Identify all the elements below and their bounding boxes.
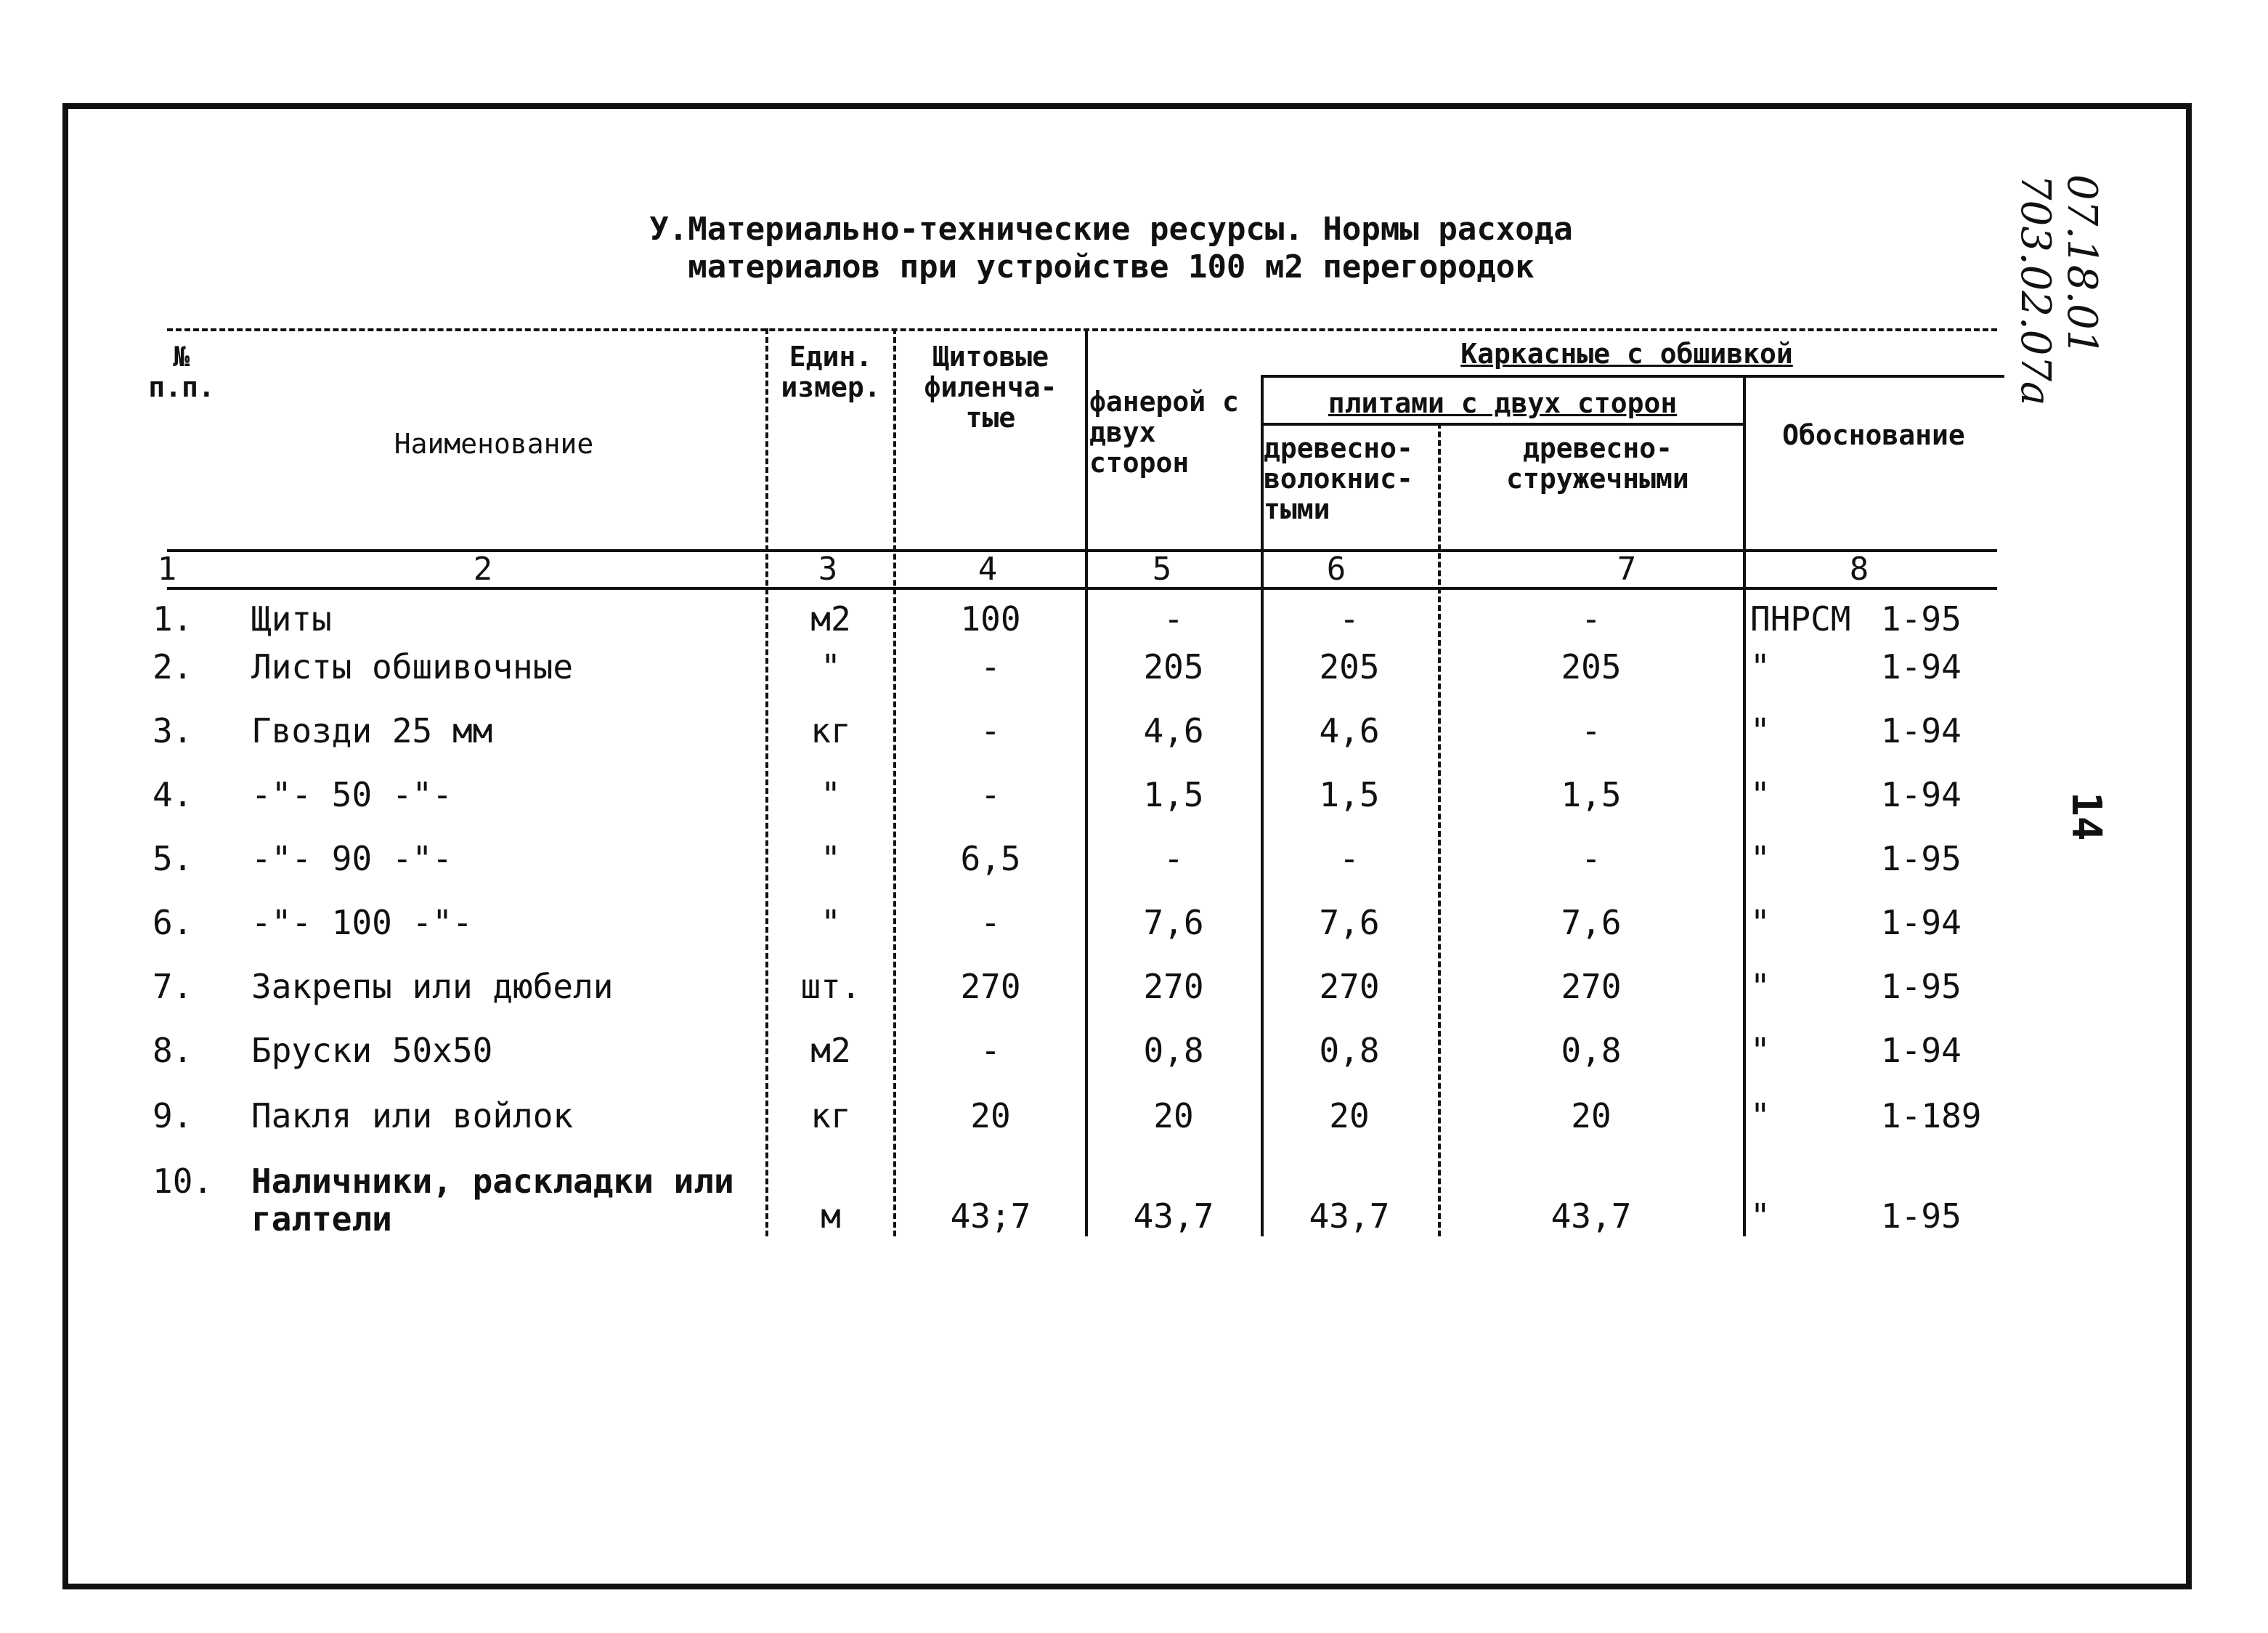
row-number: 5. (153, 839, 193, 878)
header-framed-group: Каркасные с обшивкой (1460, 338, 1793, 370)
row-number: 4. (153, 775, 193, 814)
chipboard-value: 7,6 (1561, 903, 1622, 942)
group-rule (1264, 375, 2004, 378)
fiberboard-value: 270 (1319, 967, 1380, 1006)
panel-doors-value: 6,5 (960, 839, 1021, 878)
row-number: 9. (153, 1096, 193, 1135)
unit: " (821, 903, 841, 942)
justification-code: 1-95 (1881, 1196, 1962, 1236)
document-code (2012, 174, 2105, 405)
plywood-value: 43,7 (1133, 1196, 1214, 1236)
plywood-value: - (1163, 599, 1184, 639)
row-number: 10. (153, 1162, 214, 1201)
subgroup-rule (1264, 423, 1743, 426)
item-name: Бруски 50х50 (251, 1031, 493, 1070)
chipboard-value: 1,5 (1561, 775, 1622, 814)
plywood-value: 4,6 (1143, 711, 1204, 750)
plywood-value: 20 (1153, 1096, 1194, 1135)
fiberboard-value: 20 (1329, 1096, 1370, 1135)
justification-source: " (1750, 967, 1771, 1006)
unit: кг (810, 711, 851, 750)
chipboard-value: - (1581, 839, 1601, 878)
justification-code: 1-94 (1881, 903, 1962, 942)
justification-source: " (1750, 903, 1771, 942)
justification-code: 1-95 (1881, 967, 1962, 1006)
fiberboard-value: 0,8 (1319, 1031, 1380, 1070)
row-number: 1. (153, 599, 193, 639)
row-number: 3. (153, 711, 193, 750)
unit: " (821, 839, 841, 878)
plywood-value: 7,6 (1143, 903, 1204, 942)
panel-doors-value: - (980, 1031, 1001, 1070)
unit: " (821, 647, 841, 686)
col-divider-7-8 (1743, 375, 1746, 1236)
table-title (566, 211, 1656, 286)
chipboard-value: - (1581, 599, 1601, 639)
fiberboard-value: - (1339, 599, 1359, 639)
panel-doors-value: 270 (960, 967, 1021, 1006)
col-number-2: 2 (473, 551, 493, 588)
fiberboard-value: - (1339, 839, 1359, 878)
plywood-value: 1,5 (1143, 775, 1204, 814)
col-number-1: 1 (157, 551, 177, 588)
justification-code: 1-189 (1881, 1096, 1982, 1135)
unit: кг (810, 1096, 851, 1135)
header-fiberboard: древесно- волокнис- тыми (1264, 432, 1413, 525)
plywood-value: - (1163, 839, 1184, 878)
header-panel-doors: Щитовые филенча- тые (924, 341, 1057, 434)
fiberboard-value: 205 (1319, 647, 1380, 686)
item-name: Щиты (251, 599, 332, 639)
unit: м (821, 1196, 841, 1236)
item-name: Пакля или войлок (251, 1096, 574, 1135)
fiberboard-value: 1,5 (1319, 775, 1380, 814)
title-line-2: материалов при устройстве 100 м2 перегородок (688, 248, 1535, 285)
col-number-6: 6 (1326, 551, 1346, 588)
row-number: 6. (153, 903, 193, 942)
fiberboard-value: 4,6 (1319, 711, 1380, 750)
chipboard-value: 270 (1561, 967, 1622, 1006)
justification-code: 1-95 (1881, 599, 1962, 639)
plywood-value: 205 (1143, 647, 1204, 686)
justification-source: ПНРСМ (1750, 599, 1851, 639)
justification-code: 1-94 (1881, 775, 1962, 814)
plywood-value: 270 (1143, 967, 1204, 1006)
panel-doors-value: 43;7 (950, 1196, 1031, 1236)
fiberboard-value: 7,6 (1319, 903, 1380, 942)
col-divider-4-5 (1085, 328, 1088, 1236)
unit: м2 (810, 599, 851, 639)
plywood-value: 0,8 (1143, 1031, 1204, 1070)
panel-doors-value: - (980, 711, 1001, 750)
unit: шт. (800, 967, 861, 1006)
unit: " (821, 775, 841, 814)
chipboard-value: 20 (1571, 1096, 1611, 1135)
item-name: Листы обшивочные (251, 647, 574, 686)
item-name: -"- 100 -"- (251, 903, 473, 942)
chipboard-value: 205 (1561, 647, 1622, 686)
row-number: 7. (153, 967, 193, 1006)
header-row-number: № п.п. (148, 341, 215, 403)
justification-source: " (1750, 711, 1771, 750)
justification-source: " (1750, 647, 1771, 686)
justification-code: 1-94 (1881, 647, 1962, 686)
justification-source: " (1750, 1196, 1771, 1236)
justification-code: 1-95 (1881, 839, 1962, 878)
page-number: 14 (2062, 792, 2110, 841)
item-name: Наличники, раскладки или галтели (251, 1162, 734, 1239)
panel-doors-value: - (980, 903, 1001, 942)
code-line-2: 703.02.07a (2012, 174, 2059, 406)
fiberboard-value: 43,7 (1309, 1196, 1390, 1236)
col-number-8: 8 (1849, 551, 1869, 588)
header-plywood: фанерой с двух сторон (1089, 386, 1239, 479)
col-number-3: 3 (818, 551, 838, 588)
panel-doors-value: 100 (960, 599, 1021, 639)
item-name: -"- 50 -"- (251, 775, 452, 814)
header-name: Наименование (394, 428, 594, 460)
col-number-7: 7 (1617, 551, 1637, 588)
col-divider-2-3 (765, 328, 768, 1236)
panel-doors-value: 20 (970, 1096, 1011, 1135)
row-number: 8. (153, 1031, 193, 1070)
chipboard-value: - (1581, 711, 1601, 750)
row-number: 2. (153, 647, 193, 686)
justification-source: " (1750, 839, 1771, 878)
chipboard-value: 0,8 (1561, 1031, 1622, 1070)
item-name: Закрепы или дюбели (251, 967, 614, 1006)
col-number-4: 4 (977, 551, 998, 588)
justification-code: 1-94 (1881, 711, 1962, 750)
col-divider-6-7 (1438, 423, 1441, 1236)
chipboard-value: 43,7 (1550, 1196, 1632, 1236)
justification-source: " (1750, 775, 1771, 814)
justification-code: 1-94 (1881, 1031, 1962, 1070)
panel-doors-value: - (980, 647, 1001, 686)
panel-doors-value: - (980, 775, 1001, 814)
table-top-rule (167, 328, 1997, 331)
title-line-1: У.Материально-технические ресурсы. Нормы расхода (649, 211, 1573, 248)
header-boards-group: плитами с двух сторон (1328, 387, 1678, 419)
header-unit: Един. измер. (781, 341, 881, 403)
item-name: -"- 90 -"- (251, 839, 452, 878)
col-divider-3-4 (893, 328, 896, 1236)
code-line-1: 07.18.01 (2058, 174, 2105, 356)
unit: м2 (810, 1031, 851, 1070)
justification-source: " (1750, 1031, 1771, 1070)
item-name: Гвозди 25 мм (251, 711, 493, 750)
col-number-5: 5 (1152, 551, 1172, 588)
header-justification: Обоснование (1782, 419, 1965, 451)
justification-source: " (1750, 1096, 1771, 1135)
header-chipboard: древесно- стружечными (1506, 432, 1689, 495)
